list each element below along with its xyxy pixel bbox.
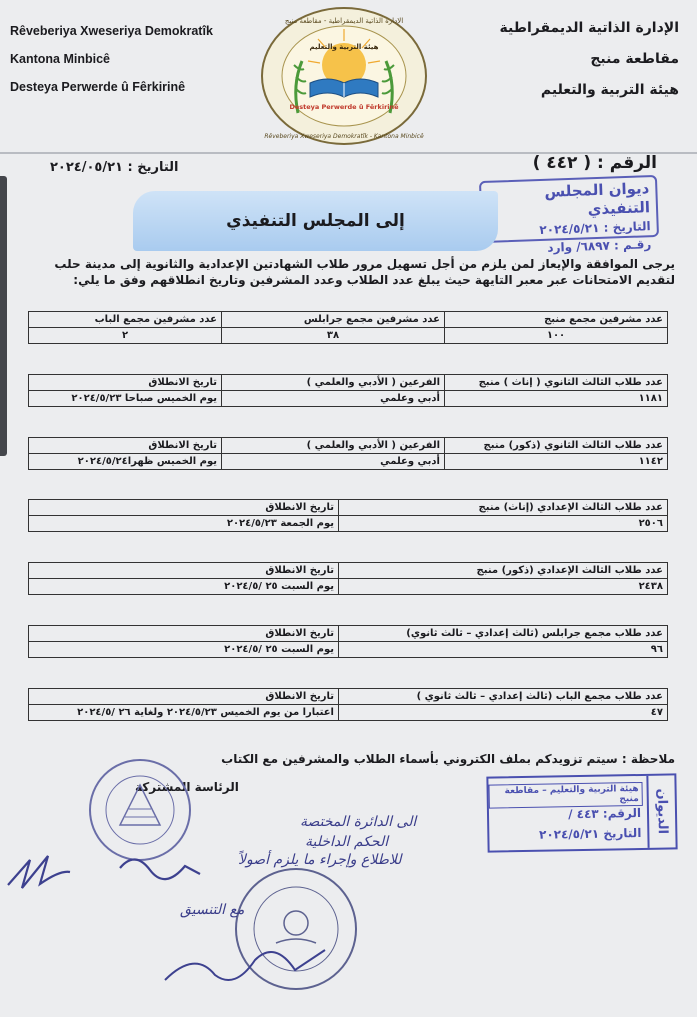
table-header-cell: عدد طلاب الثالث الإعدادي (ذكور) منبج (339, 563, 668, 579)
table-header-cell: عدد طلاب الثالث الثانوي ( إناث ) منبج (445, 375, 668, 391)
logo-kurdish-text: Desteya Perwerde û Fêrkirinê (289, 103, 399, 111)
table-value-cell: أدبي وعلمي (222, 391, 445, 407)
table-header-cell: عدد طلاب مجمع الباب (ثالث إعدادي – ثالث ثانوي ) (339, 689, 668, 705)
registry-stamp-side: الديوان (646, 775, 675, 847)
table-header-cell: تاريخ الانطلاق (29, 626, 339, 642)
table-header-cell: عدد طلاب مجمع جرابلس (ثالث إعدادي – ثالث ثانوي) (339, 626, 668, 642)
header-latin-line: Desteya Perwerde û Fêrkirinê (10, 80, 186, 94)
table-value-cell: ٢ (29, 328, 222, 344)
supervisors-table (28, 311, 668, 344)
table-header-cell: تاريخ الانطلاق (29, 689, 339, 705)
date-value: ٢٠٢٤/٠٥/٢١ (50, 160, 123, 175)
secondary-female-table (28, 374, 668, 407)
handwritten-line: الحكم الداخلية (305, 834, 389, 850)
table-value-cell: ١١٨١ (445, 391, 668, 407)
authority-logo (258, 5, 430, 147)
scroll-indicator[interactable] (0, 176, 7, 456)
albab-table (28, 688, 668, 721)
signature-scribble (0, 840, 240, 900)
table-value-cell: ٣٨ (222, 328, 445, 344)
preparatory-male-table (28, 562, 668, 595)
table-value-cell: اعتبارا من يوم الخميس ٢٠٢٤/٥/٢٣ ولغاية ٢٦ /٢٠٢٤/٥ (29, 705, 339, 721)
reference-label: الرقم : (597, 153, 657, 173)
handwritten-line: مع التنسيق (180, 902, 245, 918)
stamp-title: ديوان المجلس التنفيذي (544, 179, 651, 219)
registry-stamp-number: الرقم: ٤٤٣ / (568, 805, 642, 822)
registry-stamp-header: هيئة التربية والتعليم – مقاطعة منبج (488, 782, 642, 809)
header-arabic (439, 18, 679, 111)
registry-stamp (486, 773, 677, 852)
table-header-cell: الفرعين ( الأدبي والعلمي ) (222, 375, 445, 391)
stamp-date: التاريخ : ٢٠٢٤/٥/٢١ (539, 219, 651, 238)
signature-title: الرئاسة المشتركة (135, 780, 239, 794)
intro-paragraph: يرجى الموافقة والإيعاز لمن يلزم من أجل تسهيل مرور طلاب الشهادتين الإعدادية والثانوية إلى مدينة حلب لتقديم الامتحانات عبر معبر التايهة حيث يبلغ عدد الطلاب وعدد المشرفين وتاريخ انطلاقهم وفق ما يلي: (54, 257, 675, 287)
table-header-cell: عدد طلاب الثالث الثانوي (ذكور) منبج (445, 438, 668, 454)
table-value-cell: ٤٧ (339, 705, 668, 721)
table-header-cell: عدد طلاب الثالث الإعدادي (إناث) منبج (339, 500, 668, 516)
table-value-cell: ٩٦ (339, 642, 668, 658)
table-value-cell: يوم السبت ٢٥ /٢٠٢٤/٥ (29, 579, 339, 595)
table-header-cell: تاريخ الانطلاق (29, 438, 222, 454)
table-value-cell: يوم الجمعة ٢٠٢٤/٥/٢٣ (29, 516, 339, 532)
handwritten-line: الى الدائرة المختصة (300, 814, 417, 830)
header-arabic-line: الإدارة الذاتية الديمقراطية (499, 20, 679, 36)
table-header-cell: تاريخ الانطلاق (29, 375, 222, 391)
logo-ring-top-text: الإدارة الذاتية الديمقراطية - مقاطعة منبج (284, 17, 404, 25)
handwritten-line: للاطلاع وإجراء ما يلزم أصولاً (238, 852, 402, 868)
reference-number (533, 153, 657, 173)
header-latin (10, 22, 245, 106)
addressee-title: إلى المجلس التنفيذي (133, 191, 498, 251)
logo-ring-bottom-text: Rêveberiya Xweseriya Demokratîk - Kantona Minbicê (264, 133, 424, 140)
table-value-cell: ٢٥٠٦ (339, 516, 668, 532)
stamp-number: رقـم : ٦٨٩٧/ وارد (547, 237, 652, 255)
executive-council-stamp (479, 175, 659, 255)
document-date (50, 160, 179, 175)
header-latin-line: Kantona Minbicê (10, 52, 111, 66)
table-header-cell: تاريخ الانطلاق (29, 563, 339, 579)
table-header-cell: عدد مشرفين مجمع جرابلس (222, 312, 445, 328)
table-header-cell: عدد مشرفين مجمع الباب (29, 312, 222, 328)
table-header-cell: عدد مشرفين مجمع منبج (445, 312, 668, 328)
secondary-male-table (28, 437, 668, 470)
table-value-cell: يوم الخميس ظهرا٢٠٢٤/٥/٢٤ (29, 454, 222, 470)
logo-arabic-text: هيئة التربية والتعليم (309, 43, 379, 51)
table-header-cell: تاريخ الانطلاق (29, 500, 339, 516)
jarablus-table (28, 625, 668, 658)
table-value-cell: يوم الخميس صباحا ٢٠٢٤/٥/٢٣ (29, 391, 222, 407)
table-value-cell: أدبي وعلمي (222, 454, 445, 470)
signature-scribble (155, 930, 355, 1000)
preparatory-female-table (28, 499, 668, 532)
table-value-cell: يوم السبت ٢٥ /٢٠٢٤/٥ (29, 642, 339, 658)
table-value-cell: ٢٤٣٨ (339, 579, 668, 595)
header-latin-line: Rêveberiya Xweseriya Demokratîk (10, 24, 213, 38)
note-text: ملاحظة : سيتم تزويدكم بملف الكتروني بأسماء الطلاب والمشرفين مع الكتاب (221, 752, 675, 766)
reference-value: ( ٤٤٢ ) (532, 153, 592, 173)
header-arabic-line: مقاطعة منبج (590, 51, 679, 67)
header-arabic-line: هيئة التربية والتعليم (540, 82, 679, 98)
table-header-cell: الفرعين ( الأدبي والعلمي ) (222, 438, 445, 454)
date-label: التاريخ : (127, 160, 179, 175)
table-value-cell: ١٠٠ (445, 328, 668, 344)
registry-stamp-date: التاريخ ٢٠٢٤/٥/٢١ (538, 825, 642, 842)
table-value-cell: ١١٤٢ (445, 454, 668, 470)
